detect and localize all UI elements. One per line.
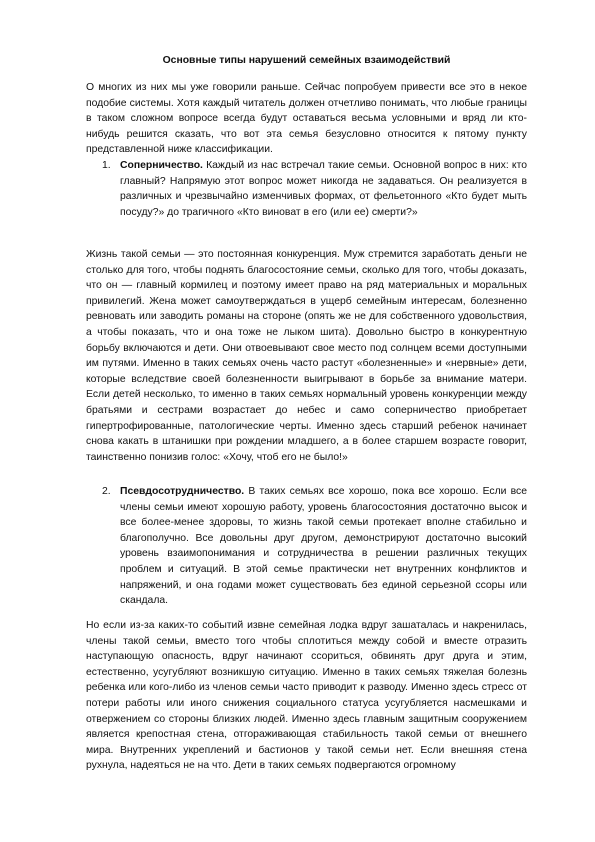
- list-item-text: В таких семьях все хорошо, пока все хорошо. Если все члены семьи имеют хорошую работу, уровень благосостояния достаточно высок и все более-менее здоровы, то жизнь такой семьи протекает вполне стабильно и благополучно. Все довольны друг другом, демонстрируют достаточно высокий уровень взаимопонимания и сотрудничества в решении различных текущих проблем и ситуаций. В этой семье практически нет внутренних конфликтов и напряжений, и она годами может существовать без единой серьезной ссоры или скандала.: [120, 486, 527, 607]
- list-item-body: [120, 158, 527, 220]
- list-number: 1.: [102, 160, 111, 171]
- list-item-heading: Псевдосотрудничество.: [120, 486, 245, 497]
- list-number: 2.: [102, 486, 111, 497]
- list-item-rivalry: [86, 158, 527, 220]
- pseudo-cooperation-paragraph: Но если из-за каких-то событий извне семейная лодка вдруг зашаталась и накренилась, члены такой семьи, вместо того чтобы сплотиться между собой и вместе отразить наступающую опасность, вдруг начинают ссориться, обвинять друг друга и этим, естественно, усугубляют возникшую ситуацию. Именно в таких семьях тяжелая болезнь ребенка или кого-либо из членов семьи часто приводит к разводу. Именно здесь стресс от потери работы или иного снижения социального статуса усугубляется насмешками и отвержением со стороны близких людей. Именно здесь главным защитным сооружением является крепостная стена, отгораживающая стабильность такой семьи от внешнего мира. Внутренних укреплений и бастионов у такой семьи нет. Если внешняя стена рухнула, надеяться не на что. Дети в таких семьях подвергаются огромному: [86, 620, 527, 772]
- intro-paragraph: О многих из них мы уже говорили раньше. Сейчас попробуем привести все это в некое подобие системы. Хотя каждый читатель должен отчетливо понимать, что любые границы в таком сложном вопросе всегда будут оставаться весьма условными и вряд ли кто-нибудь решится сказать, что вот эта семья безусловно относится к пятому пункту представленной ниже классификации.: [86, 82, 527, 156]
- rivalry-paragraph: Жизнь такой семьи — это постоянная конкуренция. Муж стремится заработать деньги не столько для того, чтобы поднять благосостояние семьи, сколько для того, чтобы доказать, что он — главный кормилец и поэтому имеет право на ряд материальных и моральных привилегий. Жена может самоутверждаться в ущерб семейным интересам, болезненно ревновать или заводить романы на стороне (опять же не для собственного удовольствия, а чтобы показать, что и она тоже не лыком шита). Довольно быстро в конкурентную борьбу включаются и дети. Они отвоевывают свое место под солнцем всеми доступными им путями. Именно в таких семьях очень часто растут «болезненные» и «нервные» дети, которые вследствие своей болезненности выигрывают в борьбе за внимание матери. Если детей несколько, то именно в таких семьях нормальный уровень конкуренции между братьями и сестрами возрастает до небес и само соперничество приобретает гипертрофированные, патологические черты. Именно здесь старший ребенок начинает снова какать в штанишки при рождении младшего, а в более старшем возрасте говорит, таинственно понизив голос: «Хочу, чтоб его не было!»: [86, 249, 527, 463]
- list-item-pseudo-cooperation: [86, 484, 527, 609]
- document-title: Основные типы нарушений семейных взаимодействий: [162, 55, 451, 66]
- list-item-heading: Соперничество.: [120, 160, 203, 171]
- list-item-text: Каждый из нас встречал такие семьи. Основной вопрос в них: кто главный? Напрямую этот вопрос может никогда не задаваться. Он реализуется в различных и чрезвычайно изменчивых формах, от фельетонного «Кто будет мыть посуду?» до трагичного «Кто виноват в его (или ее) смерти?»: [120, 160, 527, 218]
- list-item-body: [120, 484, 527, 609]
